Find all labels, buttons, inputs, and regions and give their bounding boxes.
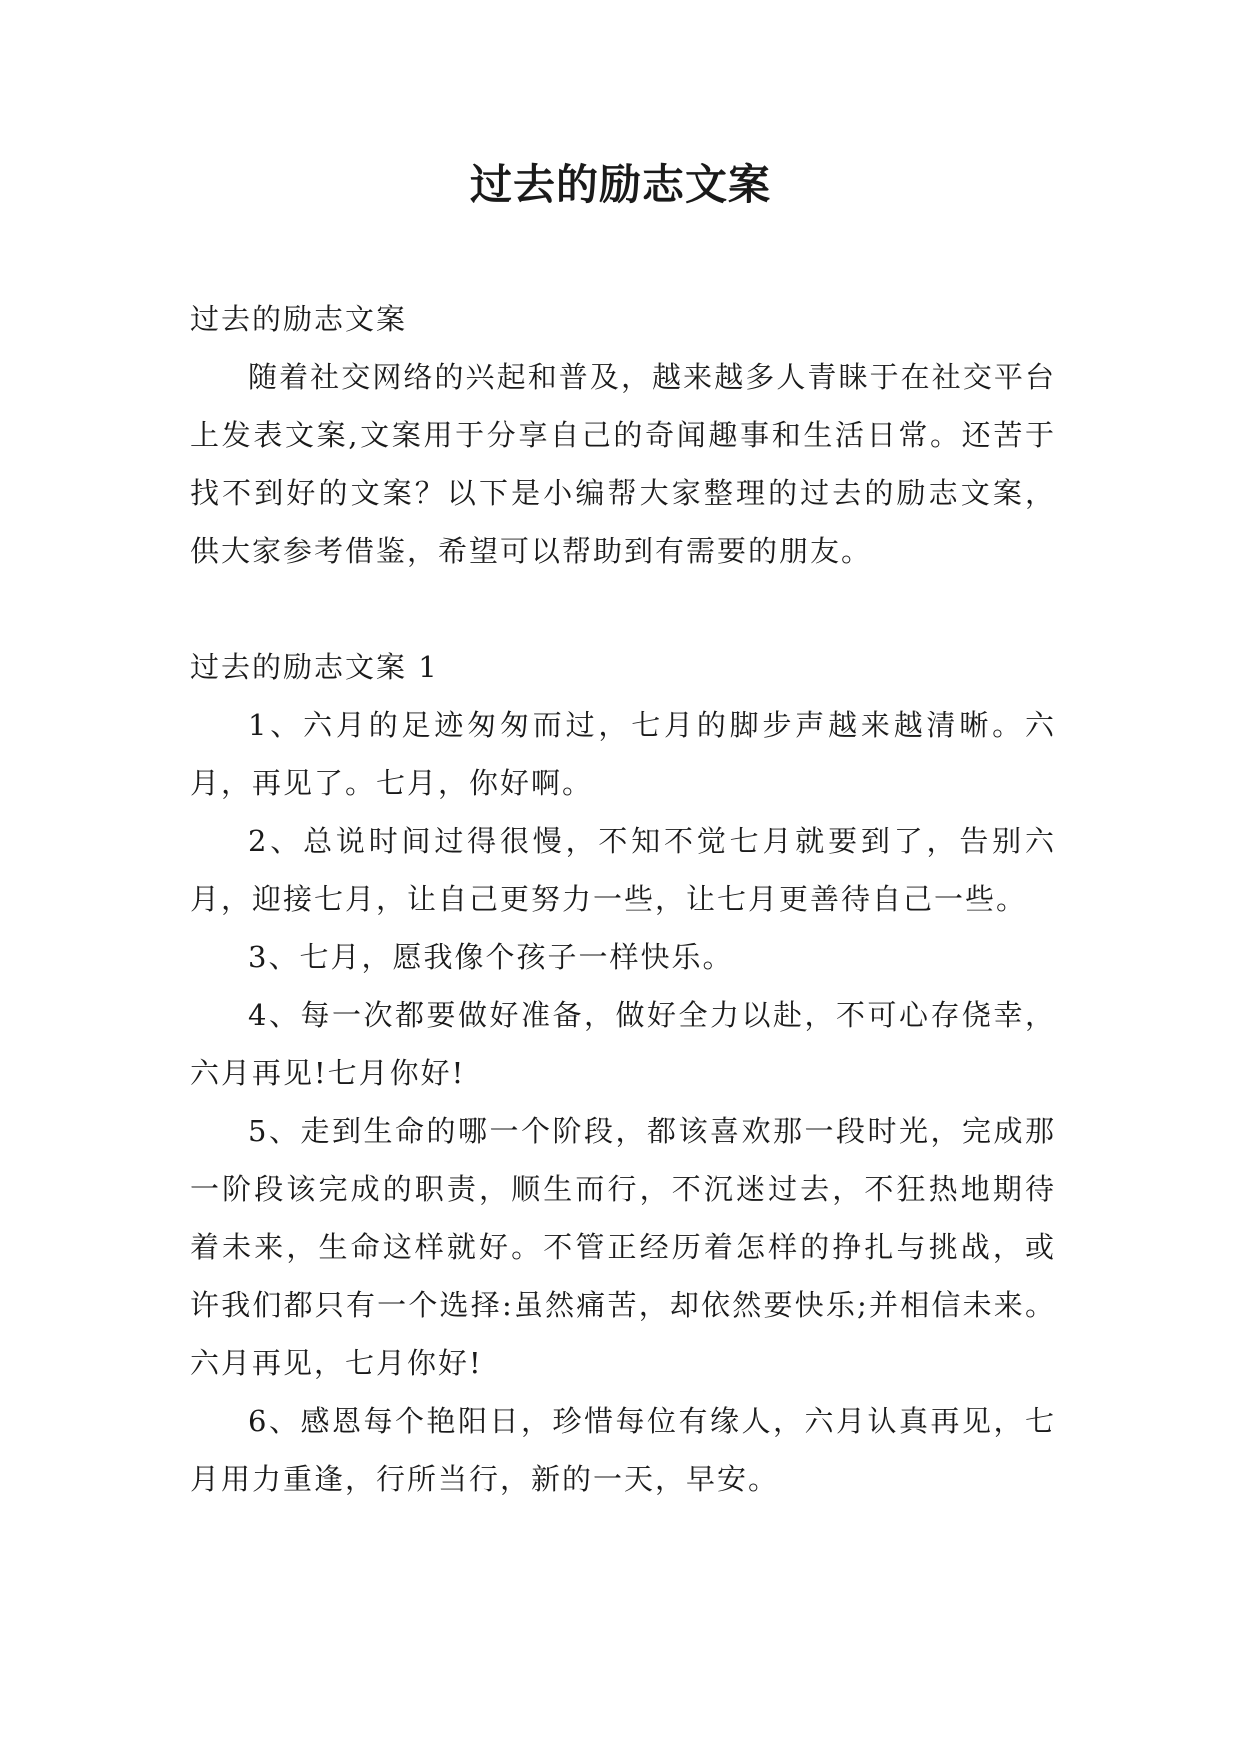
section-spacer: [190, 580, 1056, 638]
list-item: 6、感恩每个艳阳日，珍惜每位有缘人，六月认真再见，七月用力重逢，行所当行，新的一天，早安。: [190, 1404, 1056, 1496]
list-item: 4、每一次都要做好准备，做好全力以赴，不可心存侥幸，六月再见!七月你好!: [190, 998, 1056, 1090]
list-item: 5、走到生命的哪一个阶段，都该喜欢那一段时光，完成那一阶段该完成的职责，顺生而行，不沉迷过去，不狂热地期待着未来，生命这样就好。不管正经历着怎样的挣扎与挑战，或许我们都只有一个选择:虽然痛苦，却依然要快乐;并相信未来。六月再见，七月你好!: [190, 1114, 1056, 1380]
intro-heading: 过去的励志文案: [190, 302, 408, 336]
list-item: 1、六月的足迹匆匆而过，七月的脚步声越来越清晰。六月，再见了。七月，你好啊。: [190, 708, 1056, 800]
intro-paragraph: 随着社交网络的兴起和普及，越来越多人青睐于在社交平台上发表文案,文案用于分享自己的奇闻趣事和生活日常。还苦于找不到好的文案？以下是小编帮大家整理的过去的励志文案，供大家参考借鉴，希望可以帮助到有需要的朋友。: [190, 360, 1056, 568]
list-item: 2、总说时间过得很慢，不知不觉七月就要到了，告别六月，迎接七月，让自己更努力一些，让七月更善待自己一些。: [190, 824, 1056, 916]
document-body: [190, 290, 1056, 1508]
document-title: 过去的励志文案: [469, 160, 771, 209]
section-heading: 过去的励志文案 1: [190, 650, 439, 684]
list-item: 3、七月，愿我像个孩子一样快乐。: [248, 940, 734, 974]
